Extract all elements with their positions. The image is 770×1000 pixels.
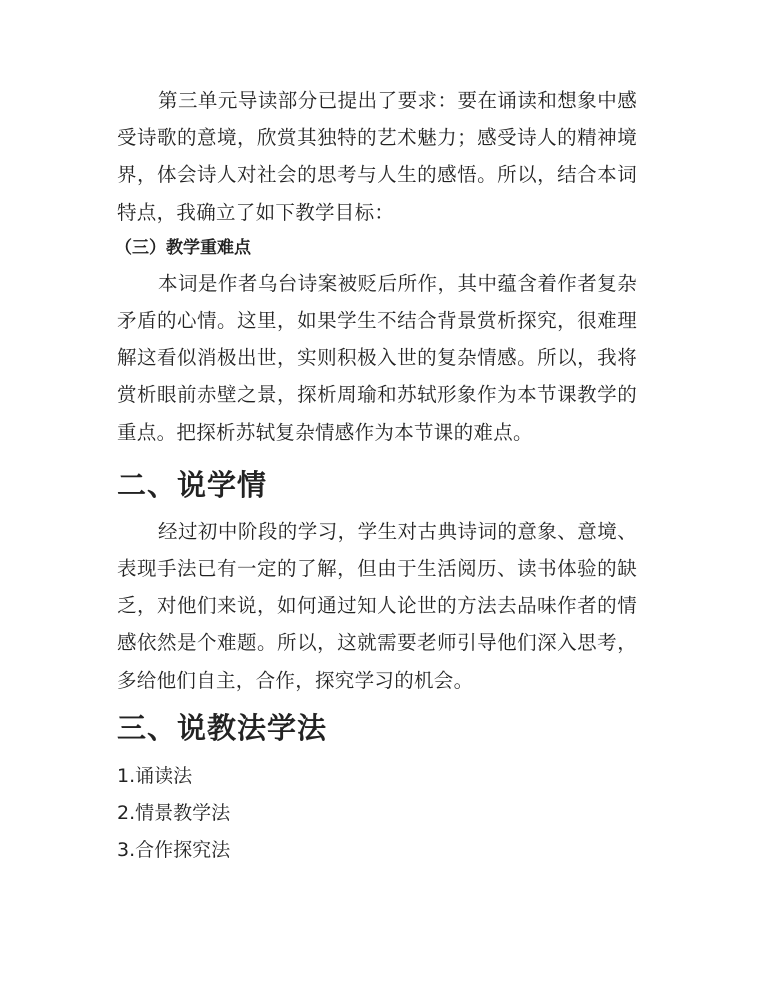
paragraph-student-analysis: 经过初中阶段的学习，学生对古典诗词的意象、意境、表现手法已有一定的了解，但由于生活阅历、读书体验的缺乏，对他们来说，如何通过知人论世的方法去品味作者的情感依然是个难题。所以，这就需要老师引导他们深入思考，多给他们自主，合作，探究学习的机会。 — [117, 519, 637, 692]
list-item-method: 1.诵读法 — [117, 764, 193, 787]
list-item-method: 3.合作探究法 — [117, 839, 231, 862]
list-item-method: 2.情景教学法 — [117, 802, 231, 825]
paragraph-unit-intro: 第三单元导读部分已提出了要求：要在诵读和想象中感受诗歌的意境，欣赏其独特的艺术魅力；感受诗人的精神境界，体会诗人对社会的思考与人生的感悟。所以，结合本词特点，我确立了如下教学目标： — [117, 89, 637, 224]
document-body — [117, 82, 637, 870]
subheading-key-difficult-points: （三）教学重难点 — [115, 237, 251, 258]
heading-teaching-methods: 三、说教法学法 — [117, 710, 328, 745]
paragraph-key-points: 本词是作者乌台诗案被贬后所作，其中蕴含着作者复杂矛盾的心情。这里，如果学生不结合背景赏析探究，很难理解这看似消极出世，实则积极入世的复杂情感。所以，我将赏析眼前赤壁之景，探析周瑜和苏轼形象作为本节课教学的重点。把探析苏轼复杂情感作为本节课的难点。 — [117, 271, 637, 444]
heading-student-analysis: 二、说学情 — [117, 467, 268, 502]
